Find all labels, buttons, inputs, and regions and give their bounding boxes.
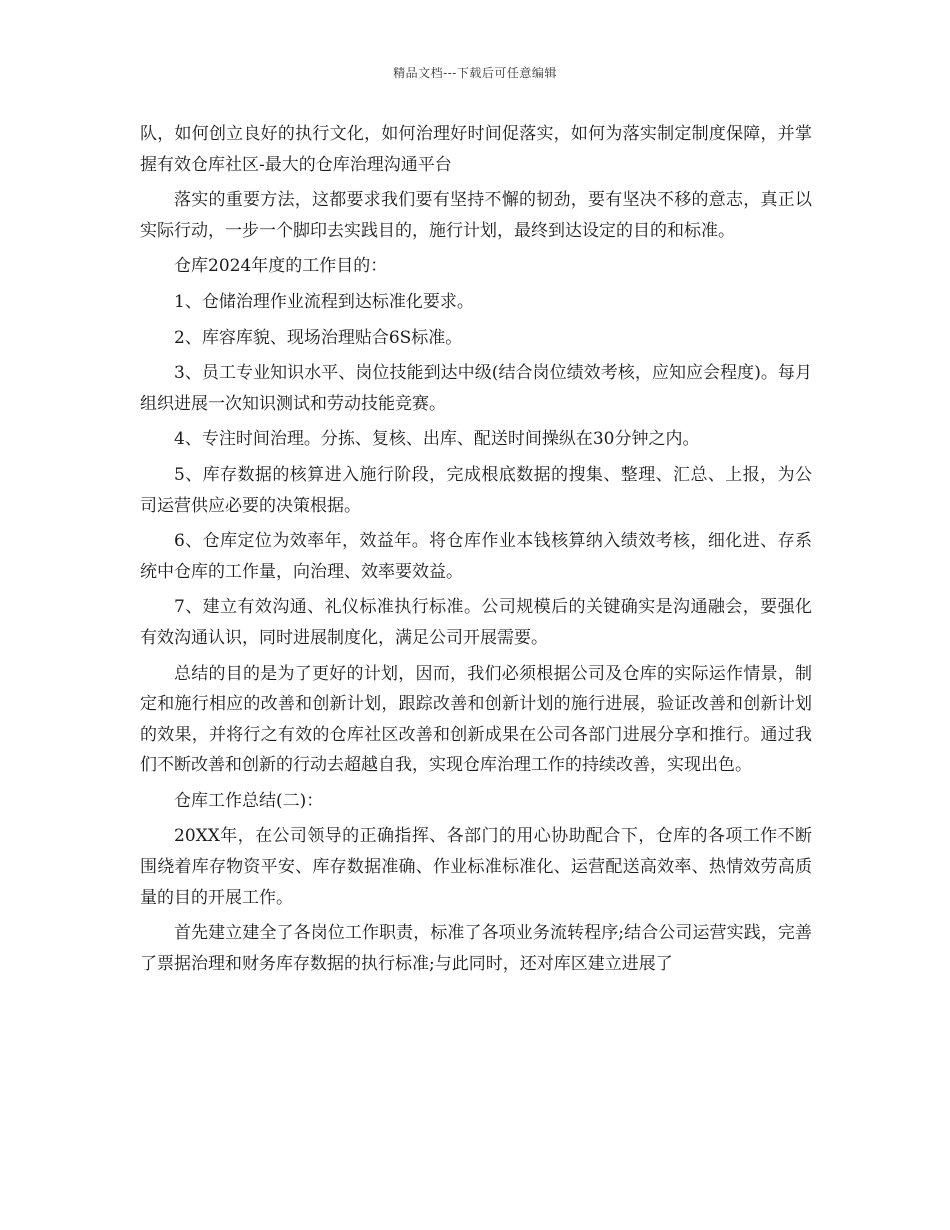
paragraph: 3、员工专业知识水平、岗位技能到达中级(结合岗位绩效考核，应知应会程度)。每月组织进展一次知识测试和劳动技能竞赛。 [140,363,812,414]
paragraph: 首先建立建全了各岗位工作职责，标准了各项业务流转程序;结合公司运营实践，完善了票据治理和财务库存数据的执行标准;与此同时，还对库区建立进展了 [140,923,812,974]
paragraph: 1、仓储治理作业流程到达标准化要求。 [174,291,474,312]
document-body [140,119,812,979]
page-header: 精品文档---下载后可任意编辑 [393,66,557,80]
paragraph: 仓库2024年度的工作目的： [174,256,388,277]
paragraph: 仓库工作总结(二)： [174,790,324,811]
paragraph: 7、建立有效沟通、礼仪标准执行标准。公司规模后的关键确实是沟通融会，要强化有效沟通认识，同时进展制度化，满足公司开展需要。 [140,597,812,648]
paragraph: 5、库存数据的核算进入施行阶段，完成根底数据的搜集、整理、汇总、上报，为公司运营供应必要的决策根据。 [140,464,812,516]
paragraph: 队，如何创立良好的执行文化，如何治理好时间促落实，如何为落实制定制度保障，并掌握有效仓库社区-最大的仓库治理沟通平台 [140,124,812,175]
paragraph: 2、库容库貌、现场治理贴合6S标准。 [174,327,463,348]
paragraph: 20XX年，在公司领导的正确指挥、各部门的用心协助配合下，仓库的各项工作不断围绕着库存物资平安、库存数据准确、作业标准标准化、运营配送高效率、热情效劳高质量的目的开展工作。 [140,826,812,908]
paragraph: 4、专注时间治理。分拣、复核、出库、配送时间操纵在30分钟之内。 [174,429,700,450]
paragraph: 总结的目的是为了更好的计划，因而，我们必须根据公司及仓库的实际运作情景，制定和施行相应的改善和创新计划，跟踪改善和创新计划的施行进展，验证改善和创新计划的效果，并将行之有效的仓库社区改善和创新成果在公司各部门进展分享和推行。通过我们不断改善和创新的行动去超越自我，实现仓库治理工作的持续改善，实现出色。 [140,663,812,776]
paragraph: 落实的重要方法，这都要求我们要有坚持不懈的韧劲，要有坚决不移的意志，真正以实际行动，一步一个脚印去实践目的，施行计划，最终到达设定的目的和标准。 [140,190,812,241]
paragraph: 6、仓库定位为效率年，效益年。将仓库作业本钱核算纳入绩效考核，细化进、存系统中仓库的工作量，向治理、效率要效益。 [140,531,812,582]
